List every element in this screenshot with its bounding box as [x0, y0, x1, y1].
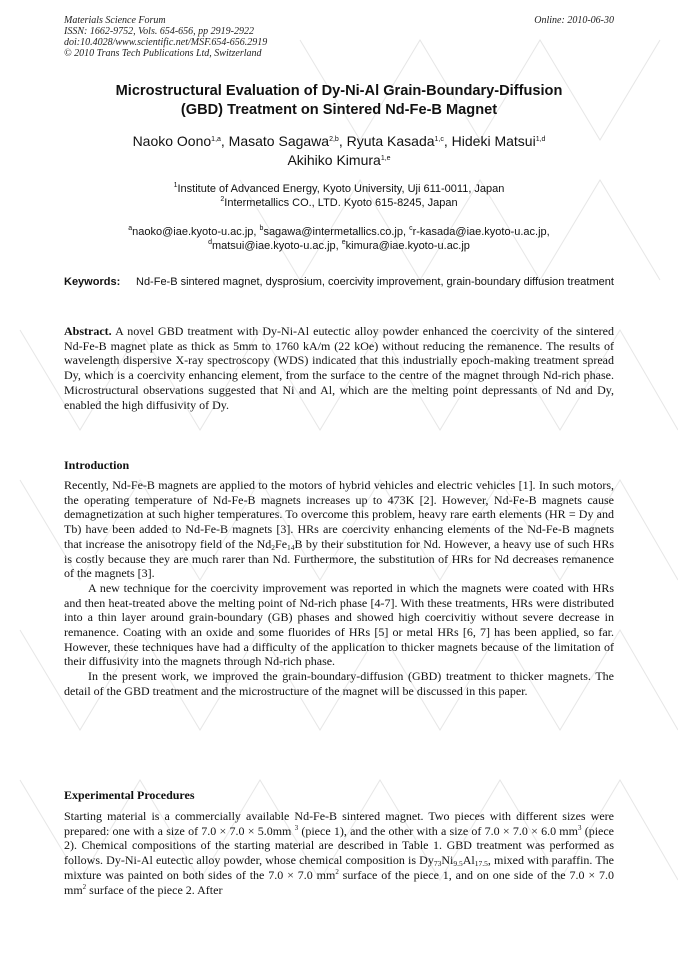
- title-line-2: (GBD) Treatment on Sintered Nd-Fe-B Magnet: [180, 102, 498, 118]
- doi-line: doi:10.4028/www.scientific.net/MSF.654-656.2919: [64, 37, 268, 48]
- author-name: , Masato Sagawa: [220, 133, 330, 149]
- paper-title: [64, 82, 614, 120]
- abstract: [64, 324, 614, 412]
- author-list: [64, 132, 614, 169]
- abstract-label: Abstract.: [64, 324, 112, 338]
- experimental-body: [64, 809, 614, 897]
- author-emails: [64, 225, 614, 253]
- paragraph: Starting material is a commercially available Nd-Fe-B sintered magnet. Two pieces with different sizes were prepared: one with a size of 7.0 × 7.0 × 5.0mm $^3$ (piece 1), and the other with a size of 7.0 × 7.0 × 6.0 $mm^3$ (piece 2). Chemical compositions of the starting material are described in Table 1. GBD treatment was performed as follows. Dy-Ni-Al eutectic alloy powder, whose chemical composition is $Dy_{73}Ni_{9.5}Al_{17.5}$, mixed with paraffin. The mixture was painted on both sides of the 7.0 × 7.0 $mm^2$ surface of the piece 1, and on one side of the 7.0 × 7.0 $mm^2$ surface of the piece 2. After: [64, 809, 615, 897]
- author-name: Naoko Oono: [132, 133, 212, 149]
- email-link[interactable]: matsui@iae.kyoto-u.ac.jp,: [211, 240, 342, 252]
- experimental-heading: Experimental Procedures: [64, 788, 195, 802]
- author-name: Akihiko Kimura: [287, 151, 381, 168]
- author-affil-mark: 1,e: [380, 154, 391, 162]
- author-affil-mark: 1,a: [211, 136, 221, 143]
- paragraph: Recently, Nd-Fe-B magnets are applied to the motors of hybrid vehicles and electric vehicles [1]. In such motors, the operating temperature of Nd-Fe-B magnets increases up to 473K [2]. However, Nd-Fe-B magnets cause demagnetization at such higher temperatures. To overcome this problem, heavy rare earth elements (HR = Dy and Tb) have been added to Nd-Fe-B magnets [3]. HRs are coercivity enhancing elements of the Nd-Fe-B magnets that increase the anisotropy field of the $Nd_2Fe_{14}B$ by their substitution for Nd. However, a heavy use of such HRs is costly because they are much rarer than Nd. Furthermore, the substitution of HRs for Nd decreases remanence of the magnets [3].: [64, 478, 615, 581]
- introduction-heading: Introduction: [64, 458, 130, 472]
- online-date: Online: 2010-06-30: [534, 15, 614, 26]
- email-link[interactable]: kimura@iae.kyoto-u.ac.jp: [345, 240, 470, 252]
- emails-line-1: $^a$naoko@iae.kyoto-u.ac.jp, $^b$sagawa@intermetallics.co.jp, $^c$r-kasada@iae.kyoto-u.ac.jp,: [128, 225, 550, 238]
- authors-line-1: [64, 132, 614, 151]
- author-affil-mark: 2,b: [329, 136, 339, 143]
- abstract-text: A novel GBD treatment with Dy-Ni-Al eutectic alloy powder enhanced the coercivity of the sintered Nd-Fe-B magnet plate as thick as 5mm to 1760 kA/m (22 kOe) without reducing the remanence. The results of wavelength dispersive X-ray spectroscopy (WDS) indicated that this industrially epoch-making treatment spread Dy, which is a coercivity enhancing element, from the surface to the centre of the magnet through Nd-rich phase. Microstructural observations suggested that Ni and Al, which are the melting point depressants of Nd and Dy, enabled the high diffusivity of Dy.: [64, 324, 614, 412]
- issn-line: ISSN: 1662-9752, Vols. 654-656, pp 2919-2922: [64, 26, 254, 37]
- affiliation-2: $^2$Intermetallics CO., LTD. Kyoto 615-8245, Japan: [220, 196, 458, 209]
- title-line-1: Microstructural Evaluation of Dy-Ni-Al Grain-Boundary-Diffusion: [115, 83, 563, 99]
- journal-name: Materials Science Forum: [64, 15, 166, 26]
- introduction-body: [64, 478, 614, 699]
- emails-line-2: $^d$matsui@iae.kyoto-u.ac.jp, $^e$kimura@iae.kyoto-u.ac.jp: [208, 239, 470, 252]
- keywords-label: Keywords:: [64, 276, 121, 288]
- author-name: , Ryuta Kasada: [338, 133, 435, 149]
- email-link[interactable]: naoko@iae.kyoto-u.ac.jp,: [132, 226, 260, 238]
- email-link[interactable]: sagawa@intermetallics.co.jp,: [263, 226, 410, 238]
- keywords: [64, 275, 614, 289]
- email-link[interactable]: r-kasada@iae.kyoto-u.ac.jp,: [412, 226, 550, 238]
- affiliation-1: $^1$Institute of Advanced Energy, Kyoto University, Uji 611-0011, Japan: [173, 182, 505, 195]
- paragraph: A new technique for the coercivity improvement was reported in which the magnets were coated with HRs and then heat-treated above the melting point of Nd-rich phase [4-7]. With these treatments, HRs were distributed into a thin layer around grain-boundary (GB) phases and showed high coercivitiy without severe decrease in remanence. Coating with an oxide and some fluorides of HRs [5] or metal HRs [6, 7] has been applied, so far. However, these techniques have had a difficulty of the application to thicker magnets because of the limitation of their diffusivity into the magnets through Nd-rich phase.: [64, 580, 614, 669]
- affiliations: [64, 182, 614, 210]
- copyright-line: © 2010 Trans Tech Publications Ltd, Switzerland: [64, 48, 262, 59]
- keywords-text: Nd-Fe-B sintered magnet, dysprosium, coercivity improvement, grain-boundary diffusion treatment: [136, 276, 614, 288]
- paragraph: In the present work, we improved the grain-boundary-diffusion (GBD) treatment to thicker magnets. The detail of the GBD treatment and the microstructure of the magnet will be discussed in this paper.: [64, 669, 614, 698]
- journal-header: [64, 15, 394, 59]
- author-affil-mark: 1,c: [434, 136, 444, 143]
- authors-line-2: [64, 151, 614, 170]
- author-affil-mark: 1,d: [535, 136, 546, 143]
- author-name: , Hideki Matsui: [443, 133, 536, 149]
